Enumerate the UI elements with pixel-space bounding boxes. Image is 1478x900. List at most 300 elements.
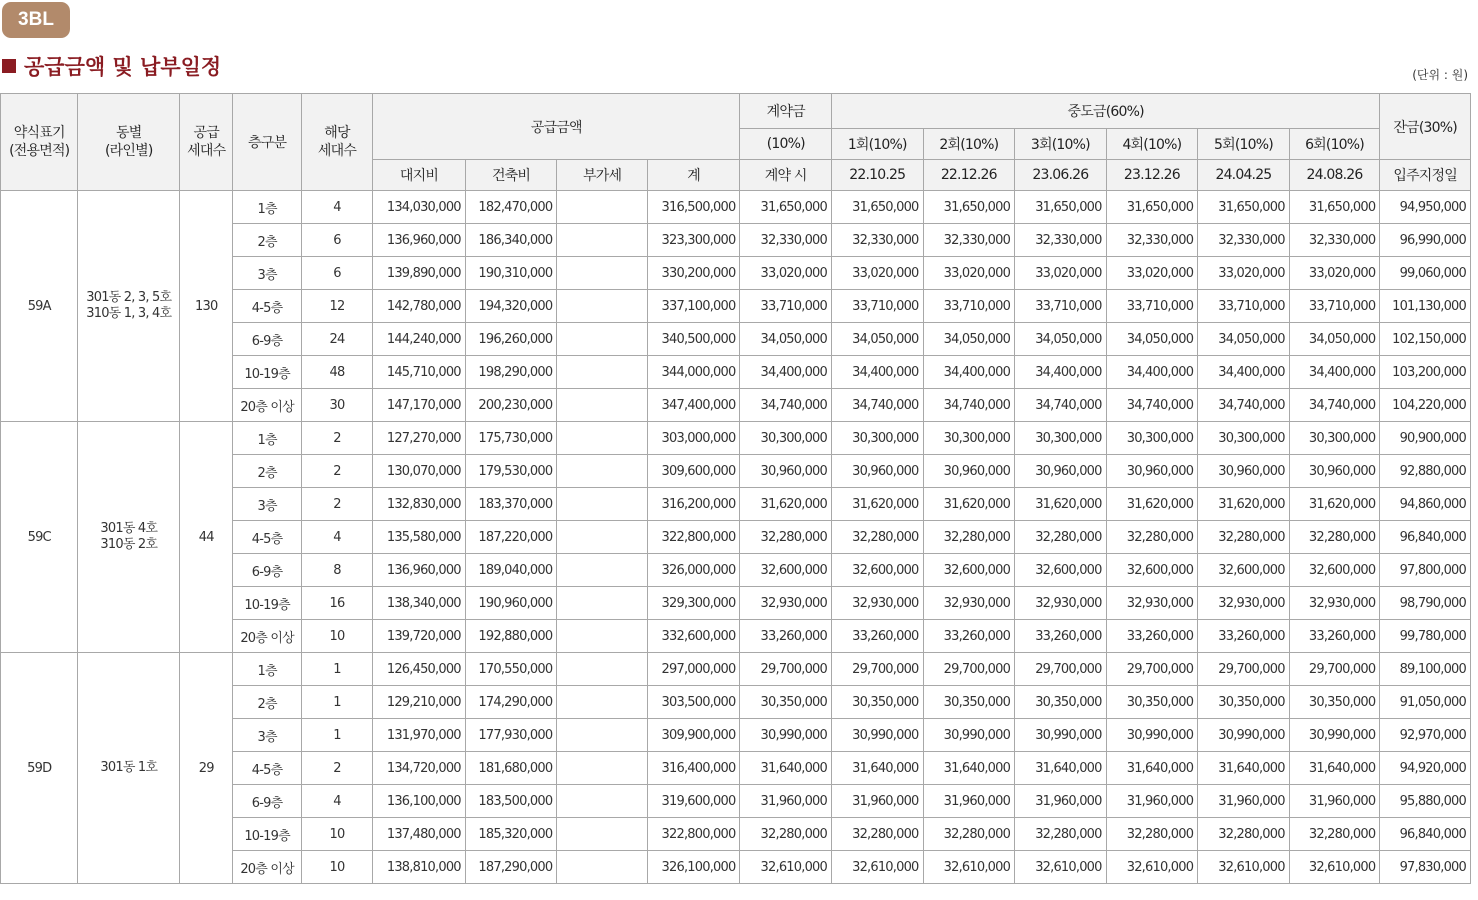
vat-cell	[557, 752, 648, 785]
total-cell: 316,200,000	[647, 488, 740, 521]
floor-cell: 3층	[233, 257, 301, 290]
installment-cell: 31,640,000	[923, 752, 1015, 785]
total-cell: 309,600,000	[647, 455, 740, 488]
installment-cell: 30,350,000	[831, 686, 923, 719]
installment-cell: 34,400,000	[1106, 356, 1198, 389]
building-cost-cell: 183,370,000	[465, 488, 557, 521]
building-cost-cell: 189,040,000	[465, 554, 557, 587]
installment-cell: 31,620,000	[923, 488, 1015, 521]
building-cost-cell: 190,960,000	[465, 587, 557, 620]
floor-cell: 10-19층	[233, 356, 301, 389]
vat-cell	[557, 191, 648, 224]
installment-cell: 34,740,000	[831, 389, 923, 422]
land-cost-cell: 127,270,000	[373, 422, 466, 455]
floor-cell: 3층	[233, 488, 301, 521]
installment-cell: 33,710,000	[923, 290, 1015, 323]
installment-cell: 31,640,000	[1198, 752, 1290, 785]
installment-cell: 34,740,000	[1289, 389, 1380, 422]
building-cost-cell: 194,320,000	[465, 290, 557, 323]
balance-cell: 103,200,000	[1380, 356, 1471, 389]
installment-cell: 31,650,000	[1289, 191, 1380, 224]
vat-cell	[557, 257, 648, 290]
installment-cell: 31,960,000	[1106, 785, 1198, 818]
installment-cell: 29,700,000	[1015, 653, 1107, 686]
deposit-cell: 32,610,000	[740, 851, 832, 884]
dong-line: 310동 2호	[100, 537, 158, 552]
total-cell: 337,100,000	[647, 290, 740, 323]
installment-cell: 30,300,000	[831, 422, 923, 455]
installment-cell: 34,740,000	[1198, 389, 1290, 422]
supply-units-cell: 130	[180, 191, 233, 422]
installment-cell: 31,960,000	[1198, 785, 1290, 818]
balance-cell: 97,800,000	[1380, 554, 1471, 587]
header-date-6: 24.08.26	[1289, 160, 1380, 191]
units-cell: 2	[301, 752, 372, 785]
building-cost-cell: 175,730,000	[465, 422, 557, 455]
table-row	[1, 422, 1471, 455]
installment-cell: 32,330,000	[1289, 224, 1380, 257]
installment-cell: 32,280,000	[1198, 521, 1290, 554]
floor-cell: 2층	[233, 686, 301, 719]
installment-cell: 32,280,000	[1106, 818, 1198, 851]
installment-cell: 31,650,000	[1198, 191, 1290, 224]
header-total: 계	[647, 160, 740, 191]
vat-cell	[557, 554, 648, 587]
units-cell: 2	[301, 488, 372, 521]
land-cost-cell: 136,100,000	[373, 785, 466, 818]
type-cell: 59A	[1, 191, 78, 422]
installment-cell: 31,960,000	[1289, 785, 1380, 818]
floor-cell: 3층	[233, 719, 301, 752]
installment-cell: 33,020,000	[1289, 257, 1380, 290]
installment-cell: 31,650,000	[1015, 191, 1107, 224]
dong-cell	[78, 422, 180, 653]
land-cost-cell: 139,890,000	[373, 257, 466, 290]
floor-cell: 4-5층	[233, 290, 301, 323]
installment-cell: 33,710,000	[1198, 290, 1290, 323]
installment-cell: 31,620,000	[1198, 488, 1290, 521]
installment-cell: 32,330,000	[831, 224, 923, 257]
installment-cell: 29,700,000	[831, 653, 923, 686]
building-cost-cell: 183,500,000	[465, 785, 557, 818]
dong-line: 310동 1, 3, 4호	[86, 306, 172, 321]
installment-cell: 32,280,000	[1198, 818, 1290, 851]
table-body	[1, 191, 1471, 884]
vat-cell	[557, 422, 648, 455]
installment-cell: 29,700,000	[1106, 653, 1198, 686]
installment-cell: 32,930,000	[1289, 587, 1380, 620]
installment-cell: 30,350,000	[1106, 686, 1198, 719]
deposit-cell: 34,400,000	[740, 356, 832, 389]
floor-cell: 6-9층	[233, 554, 301, 587]
section-title: 공급금액 및 납부일정	[24, 55, 222, 79]
table-row	[1, 653, 1471, 686]
balance-cell: 99,780,000	[1380, 620, 1471, 653]
units-cell: 30	[301, 389, 372, 422]
building-cost-cell: 179,530,000	[465, 455, 557, 488]
total-cell: 344,000,000	[647, 356, 740, 389]
total-cell: 319,600,000	[647, 785, 740, 818]
balance-cell: 96,990,000	[1380, 224, 1471, 257]
installment-cell: 30,350,000	[1289, 686, 1380, 719]
land-cost-cell: 144,240,000	[373, 323, 466, 356]
installment-cell: 31,650,000	[1106, 191, 1198, 224]
installment-cell: 30,300,000	[1198, 422, 1290, 455]
units-cell: 2	[301, 422, 372, 455]
installment-cell: 31,640,000	[1289, 752, 1380, 785]
total-cell: 326,000,000	[647, 554, 740, 587]
installment-cell: 32,930,000	[923, 587, 1015, 620]
section-heading	[2, 50, 221, 82]
installment-cell: 34,740,000	[1106, 389, 1198, 422]
header-date-4: 23.12.26	[1106, 160, 1198, 191]
header-supply-price: 공급금액	[373, 94, 740, 160]
land-cost-cell: 130,070,000	[373, 455, 466, 488]
installment-cell: 34,050,000	[923, 323, 1015, 356]
deposit-cell: 32,600,000	[740, 554, 832, 587]
floor-cell: 4-5층	[233, 521, 301, 554]
installment-cell: 33,710,000	[1106, 290, 1198, 323]
installment-cell: 30,990,000	[1106, 719, 1198, 752]
total-cell: 297,000,000	[647, 653, 740, 686]
land-cost-cell: 138,340,000	[373, 587, 466, 620]
header-land-cost: 대지비	[373, 160, 466, 191]
deposit-cell: 32,330,000	[740, 224, 832, 257]
installment-cell: 31,640,000	[831, 752, 923, 785]
installment-cell: 30,990,000	[923, 719, 1015, 752]
supply-units-cell: 44	[180, 422, 233, 653]
installment-cell: 32,280,000	[831, 521, 923, 554]
installment-cell: 32,280,000	[1015, 818, 1107, 851]
floor-cell: 1층	[233, 422, 301, 455]
bullet-square-icon	[2, 59, 16, 73]
vat-cell	[557, 851, 648, 884]
total-cell: 323,300,000	[647, 224, 740, 257]
installment-cell: 32,930,000	[1015, 587, 1107, 620]
dong-line: 301동 4호	[100, 521, 158, 536]
vat-cell	[557, 653, 648, 686]
balance-cell: 96,840,000	[1380, 818, 1471, 851]
header-installment-2: 2회(10%)	[923, 129, 1015, 160]
building-cost-cell: 192,880,000	[465, 620, 557, 653]
building-cost-cell: 170,550,000	[465, 653, 557, 686]
price-schedule-table	[0, 93, 1471, 884]
floor-cell: 6-9층	[233, 323, 301, 356]
installment-cell: 33,260,000	[1198, 620, 1290, 653]
installment-cell: 31,620,000	[1106, 488, 1198, 521]
units-cell: 16	[301, 587, 372, 620]
installment-cell: 29,700,000	[923, 653, 1015, 686]
vat-cell	[557, 455, 648, 488]
installment-cell: 32,330,000	[1106, 224, 1198, 257]
installment-cell: 32,280,000	[923, 521, 1015, 554]
installment-cell: 29,700,000	[1198, 653, 1290, 686]
installment-cell: 32,600,000	[923, 554, 1015, 587]
header-dong: 동별 (라인별)	[78, 94, 180, 191]
floor-cell: 10-19층	[233, 818, 301, 851]
installment-cell: 31,960,000	[831, 785, 923, 818]
units-cell: 6	[301, 224, 372, 257]
building-cost-cell: 186,340,000	[465, 224, 557, 257]
floor-cell: 10-19층	[233, 587, 301, 620]
installment-cell: 32,610,000	[923, 851, 1015, 884]
land-cost-cell: 138,810,000	[373, 851, 466, 884]
installment-cell: 34,050,000	[1106, 323, 1198, 356]
installment-cell: 32,610,000	[1015, 851, 1107, 884]
land-cost-cell: 134,720,000	[373, 752, 466, 785]
total-cell: 326,100,000	[647, 851, 740, 884]
balance-cell: 102,150,000	[1380, 323, 1471, 356]
dong-line: 301동 1호	[100, 760, 158, 775]
building-cost-cell: 196,260,000	[465, 323, 557, 356]
balance-cell: 104,220,000	[1380, 389, 1471, 422]
header-balance: 잔금(30%)	[1380, 94, 1471, 160]
installment-cell: 32,610,000	[831, 851, 923, 884]
total-cell: 322,800,000	[647, 521, 740, 554]
total-cell: 329,300,000	[647, 587, 740, 620]
units-cell: 8	[301, 554, 372, 587]
header-middle-payment: 중도금(60%)	[831, 94, 1379, 129]
installment-cell: 30,960,000	[1106, 455, 1198, 488]
deposit-cell: 30,350,000	[740, 686, 832, 719]
balance-cell: 89,100,000	[1380, 653, 1471, 686]
building-cost-cell: 187,220,000	[465, 521, 557, 554]
installment-cell: 33,710,000	[1015, 290, 1107, 323]
floor-cell: 2층	[233, 224, 301, 257]
building-cost-cell: 190,310,000	[465, 257, 557, 290]
land-cost-cell: 139,720,000	[373, 620, 466, 653]
installment-cell: 31,620,000	[1289, 488, 1380, 521]
total-cell: 340,500,000	[647, 323, 740, 356]
deposit-cell: 33,020,000	[740, 257, 832, 290]
floor-cell: 20층 이상	[233, 620, 301, 653]
units-cell: 4	[301, 521, 372, 554]
units-cell: 10	[301, 818, 372, 851]
floor-cell: 1층	[233, 653, 301, 686]
land-cost-cell: 129,210,000	[373, 686, 466, 719]
installment-cell: 32,610,000	[1106, 851, 1198, 884]
header-units: 해당 세대수	[301, 94, 372, 191]
installment-cell: 31,620,000	[831, 488, 923, 521]
dong-line: 301동 2, 3, 5호	[86, 290, 172, 305]
installment-cell: 34,740,000	[1015, 389, 1107, 422]
deposit-cell: 31,640,000	[740, 752, 832, 785]
building-cost-cell: 181,680,000	[465, 752, 557, 785]
units-cell: 4	[301, 191, 372, 224]
building-cost-cell: 198,290,000	[465, 356, 557, 389]
units-cell: 6	[301, 257, 372, 290]
balance-cell: 101,130,000	[1380, 290, 1471, 323]
balance-cell: 94,950,000	[1380, 191, 1471, 224]
installment-cell: 32,330,000	[923, 224, 1015, 257]
installment-cell: 34,740,000	[923, 389, 1015, 422]
vat-cell	[557, 719, 648, 752]
balance-cell: 95,880,000	[1380, 785, 1471, 818]
installment-cell: 30,960,000	[1015, 455, 1107, 488]
total-cell: 330,200,000	[647, 257, 740, 290]
type-cell: 59C	[1, 422, 78, 653]
installment-cell: 31,640,000	[1106, 752, 1198, 785]
installment-cell: 32,930,000	[1198, 587, 1290, 620]
total-cell: 303,500,000	[647, 686, 740, 719]
units-cell: 2	[301, 455, 372, 488]
installment-cell: 33,020,000	[1198, 257, 1290, 290]
deposit-cell: 34,050,000	[740, 323, 832, 356]
vat-cell	[557, 389, 648, 422]
deposit-cell: 32,930,000	[740, 587, 832, 620]
installment-cell: 32,280,000	[923, 818, 1015, 851]
header-installment-6: 6회(10%)	[1289, 129, 1380, 160]
header-deposit: 계약금	[740, 94, 832, 129]
deposit-cell: 32,280,000	[740, 521, 832, 554]
floor-cell: 20층 이상	[233, 851, 301, 884]
deposit-cell: 33,260,000	[740, 620, 832, 653]
total-cell: 332,600,000	[647, 620, 740, 653]
installment-cell: 31,960,000	[923, 785, 1015, 818]
installment-cell: 32,280,000	[1289, 818, 1380, 851]
land-cost-cell: 126,450,000	[373, 653, 466, 686]
units-cell: 48	[301, 356, 372, 389]
installment-cell: 33,260,000	[831, 620, 923, 653]
floor-cell: 6-9층	[233, 785, 301, 818]
deposit-cell: 30,960,000	[740, 455, 832, 488]
header-building-cost: 건축비	[465, 160, 557, 191]
header-date-5: 24.04.25	[1198, 160, 1290, 191]
units-cell: 1	[301, 653, 372, 686]
balance-cell: 99,060,000	[1380, 257, 1471, 290]
floor-cell: 20층 이상	[233, 389, 301, 422]
installment-cell: 30,350,000	[923, 686, 1015, 719]
installment-cell: 32,610,000	[1198, 851, 1290, 884]
installment-cell: 33,260,000	[1289, 620, 1380, 653]
header-vat: 부가세	[557, 160, 648, 191]
installment-cell: 34,050,000	[1015, 323, 1107, 356]
vat-cell	[557, 521, 648, 554]
total-cell: 303,000,000	[647, 422, 740, 455]
balance-cell: 90,900,000	[1380, 422, 1471, 455]
installment-cell: 31,620,000	[1015, 488, 1107, 521]
header-installment-4: 4회(10%)	[1106, 129, 1198, 160]
installment-cell: 34,400,000	[923, 356, 1015, 389]
deposit-cell: 34,740,000	[740, 389, 832, 422]
deposit-cell: 31,620,000	[740, 488, 832, 521]
total-cell: 309,900,000	[647, 719, 740, 752]
installment-cell: 30,300,000	[923, 422, 1015, 455]
land-cost-cell: 137,480,000	[373, 818, 466, 851]
installment-cell: 30,350,000	[1198, 686, 1290, 719]
installment-cell: 34,400,000	[1289, 356, 1380, 389]
installment-cell: 32,280,000	[1015, 521, 1107, 554]
balance-cell: 91,050,000	[1380, 686, 1471, 719]
units-cell: 1	[301, 719, 372, 752]
header-floor: 층구분	[233, 94, 301, 191]
installment-cell: 32,610,000	[1289, 851, 1380, 884]
dong-cell	[78, 191, 180, 422]
installment-cell: 32,330,000	[1015, 224, 1107, 257]
units-cell: 24	[301, 323, 372, 356]
installment-cell: 31,640,000	[1015, 752, 1107, 785]
installment-cell: 30,990,000	[1289, 719, 1380, 752]
floor-cell: 2층	[233, 455, 301, 488]
total-cell: 316,500,000	[647, 191, 740, 224]
vat-cell	[557, 290, 648, 323]
installment-cell: 33,020,000	[831, 257, 923, 290]
header-deposit-when: 계약 시	[740, 160, 832, 191]
deposit-cell: 30,300,000	[740, 422, 832, 455]
total-cell: 322,800,000	[647, 818, 740, 851]
deposit-cell: 32,280,000	[740, 818, 832, 851]
balance-cell: 94,920,000	[1380, 752, 1471, 785]
installment-cell: 34,400,000	[831, 356, 923, 389]
installment-cell: 31,650,000	[831, 191, 923, 224]
installment-cell: 32,280,000	[831, 818, 923, 851]
deposit-cell: 33,710,000	[740, 290, 832, 323]
installment-cell: 30,960,000	[831, 455, 923, 488]
unit-note: (단위 : 원)	[1412, 68, 1468, 82]
installment-cell: 30,990,000	[1015, 719, 1107, 752]
installment-cell: 32,280,000	[1106, 521, 1198, 554]
installment-cell: 32,930,000	[1106, 587, 1198, 620]
installment-cell: 33,260,000	[923, 620, 1015, 653]
header-installment-3: 3회(10%)	[1015, 129, 1107, 160]
vat-cell	[557, 818, 648, 851]
installment-cell: 34,050,000	[1198, 323, 1290, 356]
installment-cell: 32,600,000	[1198, 554, 1290, 587]
vat-cell	[557, 587, 648, 620]
installment-cell: 32,330,000	[1198, 224, 1290, 257]
installment-cell: 30,300,000	[1106, 422, 1198, 455]
installment-cell: 30,300,000	[1015, 422, 1107, 455]
vat-cell	[557, 224, 648, 257]
building-cost-cell: 187,290,000	[465, 851, 557, 884]
installment-cell: 31,960,000	[1015, 785, 1107, 818]
building-cost-cell: 174,290,000	[465, 686, 557, 719]
land-cost-cell: 134,030,000	[373, 191, 466, 224]
units-cell: 12	[301, 290, 372, 323]
vat-cell	[557, 686, 648, 719]
installment-cell: 32,600,000	[1289, 554, 1380, 587]
units-cell: 10	[301, 620, 372, 653]
units-cell: 1	[301, 686, 372, 719]
total-cell: 347,400,000	[647, 389, 740, 422]
vat-cell	[557, 785, 648, 818]
installment-cell: 30,300,000	[1289, 422, 1380, 455]
land-cost-cell: 136,960,000	[373, 224, 466, 257]
land-cost-cell: 131,970,000	[373, 719, 466, 752]
building-cost-cell: 177,930,000	[465, 719, 557, 752]
installment-cell: 33,710,000	[1289, 290, 1380, 323]
installment-cell: 32,600,000	[831, 554, 923, 587]
header-installment-1: 1회(10%)	[831, 129, 923, 160]
header-type: 약식표기 (전용면적)	[1, 94, 78, 191]
installment-cell: 30,990,000	[1198, 719, 1290, 752]
building-cost-cell: 200,230,000	[465, 389, 557, 422]
land-cost-cell: 145,710,000	[373, 356, 466, 389]
installment-cell: 30,960,000	[923, 455, 1015, 488]
balance-cell: 94,860,000	[1380, 488, 1471, 521]
vat-cell	[557, 488, 648, 521]
land-cost-cell: 147,170,000	[373, 389, 466, 422]
total-cell: 316,400,000	[647, 752, 740, 785]
deposit-cell: 31,650,000	[740, 191, 832, 224]
vat-cell	[557, 620, 648, 653]
land-cost-cell: 142,780,000	[373, 290, 466, 323]
building-cost-cell: 185,320,000	[465, 818, 557, 851]
installment-cell: 33,710,000	[831, 290, 923, 323]
dong-cell	[78, 653, 180, 884]
land-cost-cell: 132,830,000	[373, 488, 466, 521]
installment-cell: 33,020,000	[1015, 257, 1107, 290]
